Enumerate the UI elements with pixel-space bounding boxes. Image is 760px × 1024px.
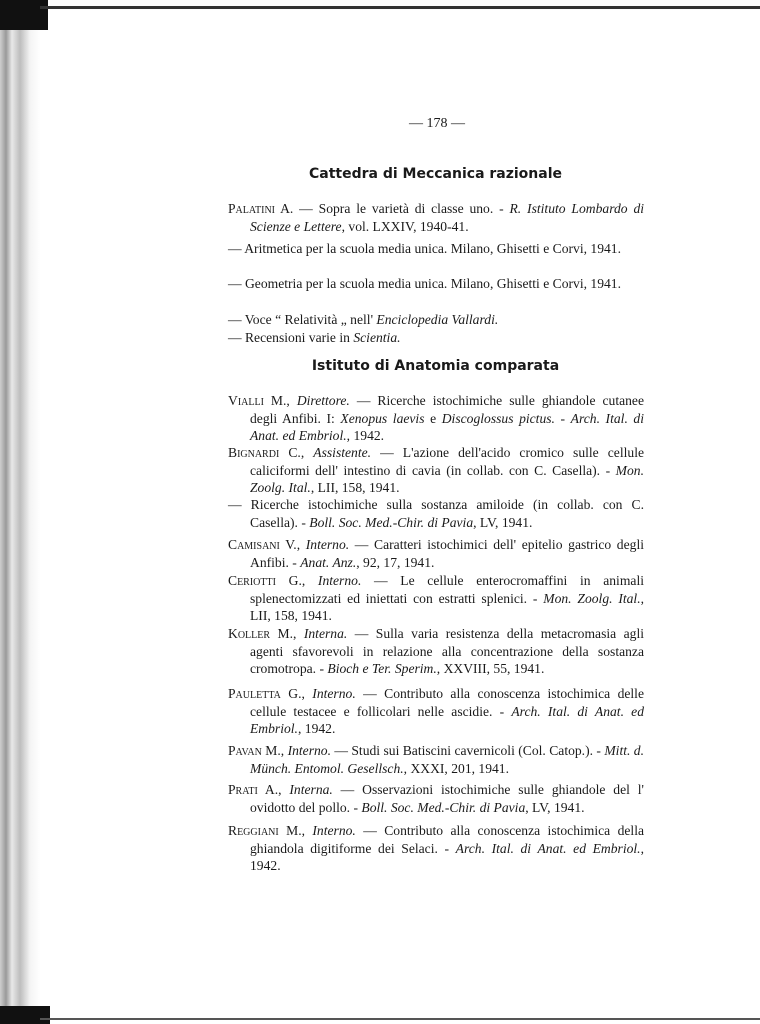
italic-text: Enciclopedia Vallardi. (376, 312, 499, 327)
italic-text: Arch. Ital. di Anat. ed Embriol. (455, 840, 641, 856)
entry-text: , (286, 393, 297, 408)
bibliography-entry (228, 625, 644, 678)
entry-text: , (300, 445, 314, 460)
italic-text: Assistente. (313, 445, 372, 460)
section-title: Cattedra di Meccanica razionale (308, 166, 563, 182)
italic-text: Scientia. (353, 330, 401, 345)
entry-text: , LII, 158, 1941. (250, 590, 645, 623)
italic-text: Interno. (317, 573, 362, 588)
bibliography-entry (228, 392, 644, 445)
entry-text: , 1942. (346, 428, 385, 443)
entry-text: , vol. LXXIV, 1940-41. (341, 218, 469, 234)
entry-text: , XXXI, 201, 1941. (403, 760, 510, 776)
entry-text: — Osservazioni istochimiche sulle ghiandole del l' ovidotto del pollo. - (250, 782, 644, 815)
bibliography-entry (228, 536, 644, 571)
entry-text: , (301, 573, 318, 588)
italic-text: Mon. Zoolg. Ital. (250, 462, 644, 495)
entry-text: — Contributo alla conoscenza istochimica delle cellule testacee e follicolari nelle ascidie. - (250, 686, 644, 719)
scan-corner (0, 1006, 50, 1024)
author-name: Pauletta G. (228, 686, 302, 701)
section-title: Istituto di Anatomia comparata (311, 358, 560, 374)
scan-corner (0, 0, 48, 30)
author-name: Vialli M. (228, 393, 287, 408)
bibliography-entry (228, 781, 644, 816)
italic-text: Direttore. (296, 393, 350, 408)
italic-text: Arch. Ital. di Anat. ed Embriol. (250, 410, 644, 443)
italic-text: Boll. Soc. Med.-Chir. di Pavia (309, 514, 474, 530)
author-name: Palatini A. (228, 201, 294, 216)
bibliography-entry (228, 496, 644, 531)
entry-text: , (278, 782, 290, 797)
bibliography-entry (228, 742, 644, 777)
entry-text: , 1942. (250, 840, 644, 873)
italic-text: Interna. (303, 626, 348, 641)
scan-border (40, 1018, 760, 1020)
entry-text: — Voce “ Relatività „ nell' (228, 312, 377, 327)
author-name: Bignardi C. (228, 445, 301, 460)
italic-text: Interno. (312, 686, 356, 701)
bibliography-entry (228, 240, 644, 258)
bibliography-entry (228, 572, 644, 625)
author-name: Reggiani M. (228, 823, 302, 838)
entry-text: — L'azione dell'acido cromico sulle cellule caliciformi dell' intestino di cavia (in collab. con C. Casella). - (250, 445, 645, 478)
author-name: Pavan M. (228, 743, 281, 758)
entry-text: - (554, 410, 571, 426)
italic-text: Mon. Zoolg. Ital. (543, 590, 641, 606)
bibliography-entry (228, 822, 644, 875)
italic-text: Xenopus laevis (340, 410, 425, 426)
italic-text: Interna. (289, 782, 333, 797)
italic-text: Boll. Soc. Med.-Chir. di Pavia (361, 799, 526, 815)
entry-text: , 1942. (297, 721, 336, 736)
entry-text: — Caratteri istochimici dell' epitelio gastrico degli Anfibi. - (250, 537, 644, 570)
author-name: Prati A. (228, 782, 279, 797)
entry-text: , (296, 537, 306, 552)
bibliography-entry (228, 685, 644, 738)
page-number: — 178 — (409, 116, 465, 131)
scan-border (40, 6, 760, 9)
entry-text: , LV, 1941. (473, 514, 533, 530)
scan-edge (0, 0, 40, 1024)
italic-text: Interno. (305, 537, 350, 552)
entry-text: — Le cellule enterocromaffini in animali splenectomizzati ed iniettati con estratti splenici. - (250, 573, 644, 606)
bibliography-entry (228, 275, 644, 293)
entry-text: — Aritmetica per la scuola media unica. Milano, Ghisetti e Corvi, 1941. (228, 241, 621, 256)
entry-text: — Ricerche istochimiche sulla sostanza amiloide (in collab. con C. Casella). - (228, 497, 644, 530)
entry-text: — Recensioni varie in (228, 330, 354, 345)
italic-text: Interno. (312, 823, 356, 838)
italic-text: Arch. Ital. di Anat. ed Embriol. (250, 703, 645, 736)
entry-text: , (301, 823, 313, 838)
bibliography-entry (228, 311, 644, 329)
bibliography-entry (228, 444, 644, 497)
author-name: Ceriotti G. (228, 573, 302, 588)
italic-text: Interno. (287, 743, 331, 758)
entry-text: , (280, 743, 288, 758)
entry-text: , (301, 686, 313, 701)
italic-text: R. Istituto Lombardo di Scienze e Lettere (250, 201, 645, 234)
italic-text: Mitt. d. Münch. Entomol. Gesellsch. (250, 743, 644, 776)
italic-text: Discoglossus pictus. (441, 410, 555, 426)
entry-text: — Studi sui Batiscini cavernicoli (Col. Catop.). - (330, 743, 605, 758)
italic-text: Bioch e Ter. Sperim. (327, 661, 437, 676)
entry-text: , LII, 158, 1941. (310, 480, 400, 495)
bibliography-entry (228, 200, 644, 235)
entry-text: — Sulla varia resistenza della metacromasia agli agenti sfavorevoli in relazione alla concentrazione della sostanza cromotropa. - (250, 626, 645, 676)
entry-text: — Ricerche istochimiche sulle ghiandole cutanee degli Anfibi. I: (250, 393, 644, 426)
entry-text: , LV, 1941. (525, 799, 585, 815)
entry-text: e (424, 410, 442, 426)
author-name: Camisani V. (228, 537, 297, 552)
bibliography-entry (228, 329, 644, 347)
entry-text: , XXVIII, 55, 1941. (436, 661, 545, 676)
italic-text: Anat. Anz. (300, 554, 357, 570)
entry-text: , (292, 626, 304, 641)
entry-text: , 92, 17, 1941. (356, 554, 435, 570)
entry-text: — Sopra le varietà di classe uno. - (293, 201, 510, 216)
entry-text: — Contributo alla conoscenza istochimica della ghiandola digitiforme dei Selaci. - (250, 823, 645, 856)
author-name: Koller M. (228, 626, 293, 641)
entry-text: — Geometria per la scuola media unica. Milano, Ghisetti e Corvi, 1941. (228, 276, 621, 291)
